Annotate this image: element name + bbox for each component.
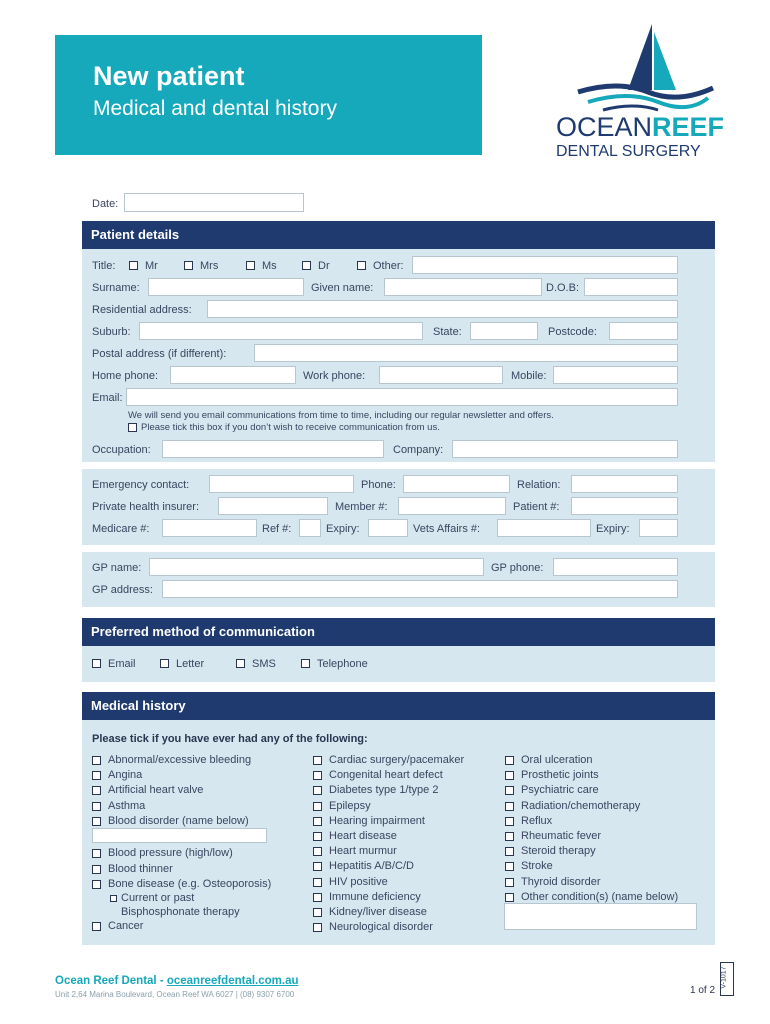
- medical-condition-label: Artificial heart valve: [108, 784, 204, 797]
- bisphosphonate-label-1: Current or past: [121, 892, 195, 904]
- medical-condition-label: Diabetes type 1/type 2: [329, 784, 439, 797]
- given-name-label: Given name:: [311, 282, 374, 294]
- medical-condition-label: Rheumatic fever: [521, 830, 602, 842]
- footer-practice: [55, 975, 299, 987]
- medical-condition-label: Radiation/chemotherapy: [521, 799, 641, 812]
- medical-prompt: Please tick if you have ever had any of the following:: [92, 733, 368, 745]
- ocean-reef-logo: [548, 22, 723, 162]
- title-mr-label: Mr: [145, 260, 158, 272]
- footer-url-link[interactable]: oceanreefdental.com.au: [166, 975, 299, 987]
- title-ms-label: Ms: [262, 260, 277, 272]
- title-mrs-label: Mrs: [200, 260, 219, 272]
- relation-label: Relation:: [517, 479, 561, 491]
- medical-condition-label: Blood disorder (name below): [108, 814, 249, 827]
- patient-no-label: Patient #:: [513, 501, 560, 513]
- medical-checkbox[interactable]: [505, 817, 514, 826]
- medical-checkbox[interactable]: [313, 878, 322, 887]
- medical-checkbox[interactable]: [313, 786, 322, 795]
- logo-ocean: OCEAN: [556, 112, 653, 142]
- medical-checkbox[interactable]: [313, 862, 322, 871]
- occupation-label: Occupation:: [92, 444, 151, 456]
- medical-condition-label: Asthma: [108, 799, 146, 812]
- medical-checkbox[interactable]: [313, 817, 322, 826]
- medical-checkbox[interactable]: [505, 878, 514, 887]
- medical-checkbox[interactable]: [92, 771, 101, 780]
- state-label: State:: [433, 326, 462, 338]
- medical-condition-label: Heart murmur: [329, 845, 397, 858]
- suburb-field[interactable]: [139, 322, 423, 340]
- expiry2-field[interactable]: [639, 519, 678, 537]
- communication-heading: Preferred method of communication: [82, 618, 715, 646]
- mobile-label: Mobile:: [511, 370, 547, 382]
- gp-name-field[interactable]: [149, 558, 484, 576]
- gp-phone-label: GP phone:: [491, 562, 544, 574]
- email-optout-label: Please tick this box if you don’t wish to receive communication from us.: [141, 422, 440, 433]
- medical-history-heading: Medical history: [82, 692, 715, 720]
- medical-condition-label: Psychiatric care: [521, 784, 599, 797]
- residential-field[interactable]: [207, 300, 678, 318]
- version-label: V-1017: [720, 966, 728, 989]
- member-label: Member #:: [335, 501, 388, 513]
- gp-address-field[interactable]: [162, 580, 678, 598]
- comm-letter-checkbox[interactable]: [160, 659, 169, 668]
- medical-condition-label: Hepatitis A/B/C/D: [329, 860, 414, 873]
- company-label: Company:: [393, 444, 444, 456]
- state-field[interactable]: [470, 322, 538, 340]
- medical-condition-label: Neurological disorder: [329, 921, 433, 934]
- medical-condition-label: Thyroid disorder: [521, 875, 601, 888]
- company-field[interactable]: [452, 440, 678, 458]
- medical-checkbox[interactable]: [313, 893, 322, 902]
- surname-label: Surname:: [92, 282, 140, 294]
- email-note: We will send you email communications from time to time, including our regular newsletter and offers.: [128, 410, 554, 421]
- medicare-label: Medicare #:: [92, 523, 150, 535]
- medical-checkbox[interactable]: [505, 802, 514, 811]
- work-phone-field[interactable]: [379, 366, 503, 384]
- gp-phone-field[interactable]: [553, 558, 678, 576]
- emergency-contact-label: Emergency contact:: [92, 479, 190, 491]
- medical-condition-label: Heart disease: [329, 830, 397, 842]
- medical-condition-label: Cardiac surgery/pacemaker: [329, 754, 465, 766]
- medical-checkbox[interactable]: [505, 771, 514, 780]
- postcode-field[interactable]: [609, 322, 678, 340]
- bisphosphonate-checkbox[interactable]: [110, 895, 117, 902]
- medical-condition-label: Stroke: [521, 860, 553, 873]
- blood-disorder-field[interactable]: [92, 828, 267, 843]
- patient-no-field[interactable]: [571, 497, 678, 515]
- medical-checkbox[interactable]: [92, 802, 101, 811]
- title-label: Title:: [92, 260, 116, 272]
- relation-field[interactable]: [571, 475, 678, 493]
- occupation-field[interactable]: [162, 440, 384, 458]
- header-banner: [55, 35, 482, 155]
- medical-checkbox[interactable]: [505, 847, 514, 856]
- cancer-label: Cancer: [108, 920, 144, 932]
- dob-field[interactable]: [584, 278, 678, 296]
- version-box: [720, 962, 734, 996]
- given-name-field[interactable]: [384, 278, 542, 296]
- form-subtitle: Medical and dental history: [93, 97, 337, 120]
- vets-field[interactable]: [497, 519, 591, 537]
- medical-checkbox[interactable]: [313, 756, 322, 765]
- medical-condition-label: Abnormal/excessive bleeding: [108, 754, 252, 766]
- insurer-label: Private health insurer:: [92, 501, 199, 513]
- mobile-field[interactable]: [553, 366, 678, 384]
- medical-condition-label: Blood pressure (high/low): [108, 847, 233, 859]
- title-dr-checkbox[interactable]: [302, 261, 311, 270]
- medical-checkbox[interactable]: [313, 802, 322, 811]
- title-mrs-checkbox[interactable]: [184, 261, 193, 270]
- medical-checkbox[interactable]: [313, 832, 322, 841]
- expiry2-label: Expiry:: [596, 523, 630, 535]
- medical-condition-label: Hearing impairment: [329, 814, 425, 827]
- expiry-field[interactable]: [368, 519, 408, 537]
- comm-telephone-checkbox[interactable]: [301, 659, 310, 668]
- svg-text:OCEANREEF: [556, 112, 723, 142]
- logo-reef: REEF: [652, 112, 723, 142]
- emergency-phone-label: Phone:: [361, 479, 396, 491]
- cancer-checkbox[interactable]: [92, 922, 101, 931]
- postal-label: Postal address (if different):: [92, 348, 227, 360]
- work-phone-label: Work phone:: [303, 370, 366, 382]
- bisphosphonate-label-2: Bisphosphonate therapy: [121, 906, 240, 918]
- medical-checkbox[interactable]: [313, 771, 322, 780]
- ref-label: Ref #:: [262, 523, 292, 535]
- postal-field[interactable]: [254, 344, 678, 362]
- comm-letter-label: Letter: [176, 658, 205, 670]
- medical-condition-label: Oral ulceration: [521, 754, 593, 766]
- medical-checkbox[interactable]: [313, 908, 322, 917]
- member-field[interactable]: [398, 497, 506, 515]
- comm-email-checkbox[interactable]: [92, 659, 101, 668]
- page-number: 1 of 2: [690, 985, 716, 996]
- patient-details-heading: Patient details: [82, 221, 715, 249]
- medical-condition-label: Blood thinner: [108, 862, 173, 875]
- medical-checkbox[interactable]: [92, 786, 101, 795]
- comm-sms-checkbox[interactable]: [236, 659, 245, 668]
- form-title: New patient: [93, 61, 245, 91]
- title-other-checkbox[interactable]: [357, 261, 366, 270]
- medical-checkbox[interactable]: [505, 786, 514, 795]
- medical-checkbox[interactable]: [92, 880, 101, 889]
- comm-telephone-label: Telephone: [317, 658, 368, 670]
- medical-condition-label: Immune deficiency: [329, 890, 421, 903]
- postcode-label: Postcode:: [548, 326, 597, 338]
- residential-label: Residential address:: [92, 304, 192, 316]
- title-dr-label: Dr: [318, 260, 330, 272]
- medical-checkbox[interactable]: [313, 847, 322, 856]
- title-mr-checkbox[interactable]: [129, 261, 138, 270]
- medical-condition-label: Other condition(s) (name below): [521, 890, 679, 903]
- medical-condition-label: Congenital heart defect: [329, 769, 443, 782]
- medical-condition-label: Angina: [108, 769, 143, 782]
- ref-field[interactable]: [299, 519, 321, 537]
- medical-checkbox[interactable]: [505, 862, 514, 871]
- home-phone-label: Home phone:: [92, 370, 159, 382]
- date-label: Date:: [92, 198, 119, 210]
- medical-condition-label: Kidney/liver disease: [329, 906, 427, 918]
- insurer-field[interactable]: [218, 497, 328, 515]
- medical-condition-label: Bone disease (e.g. Osteoporosis): [108, 878, 272, 890]
- medical-checkbox[interactable]: [92, 865, 101, 874]
- gp-name-label: GP name:: [92, 562, 142, 574]
- title-ms-checkbox[interactable]: [246, 261, 255, 270]
- title-other-field[interactable]: [412, 256, 678, 274]
- medical-condition-label: Reflux: [521, 814, 553, 827]
- logo-dental-surgery: DENTAL SURGERY: [556, 143, 701, 160]
- medical-checkbox[interactable]: [313, 923, 322, 932]
- medical-checkbox[interactable]: [92, 817, 101, 826]
- date-field[interactable]: [124, 193, 304, 212]
- email-label: Email:: [92, 392, 123, 404]
- title-other-label: Other:: [373, 260, 404, 272]
- dob-label: D.O.B:: [546, 282, 580, 294]
- medicare-field[interactable]: [162, 519, 257, 537]
- home-phone-field[interactable]: [170, 366, 296, 384]
- comm-email-label: Email: [108, 658, 136, 670]
- expiry-label: Expiry:: [326, 523, 360, 535]
- other-condition-field[interactable]: [504, 903, 697, 930]
- email-optout-checkbox[interactable]: [128, 423, 137, 432]
- medical-condition-label: Steroid therapy: [521, 845, 596, 858]
- gp-address-label: GP address:: [92, 584, 153, 596]
- medical-condition-label: Prosthetic joints: [521, 769, 599, 782]
- comm-sms-label: SMS: [252, 658, 276, 670]
- vets-label: Vets Affairs #:: [413, 523, 481, 535]
- medical-checkbox[interactable]: [92, 849, 101, 858]
- medical-condition-label: Epilepsy: [329, 799, 371, 812]
- footer-name: Ocean Reef Dental -: [55, 975, 167, 987]
- emergency-contact-field[interactable]: [209, 475, 354, 493]
- email-field[interactable]: [126, 388, 678, 406]
- suburb-label: Suburb:: [92, 326, 131, 338]
- emergency-phone-field[interactable]: [403, 475, 510, 493]
- medical-checkbox[interactable]: [92, 756, 101, 765]
- footer-address: Unit 2,64 Marina Boulevard, Ocean Reef WA 6027 | (08) 9307 6700: [55, 990, 295, 999]
- surname-field[interactable]: [148, 278, 304, 296]
- medical-checkbox[interactable]: [505, 756, 514, 765]
- medical-checkbox[interactable]: [505, 893, 514, 902]
- medical-checkbox[interactable]: [505, 832, 514, 841]
- medical-condition-label: HIV positive: [329, 875, 388, 888]
